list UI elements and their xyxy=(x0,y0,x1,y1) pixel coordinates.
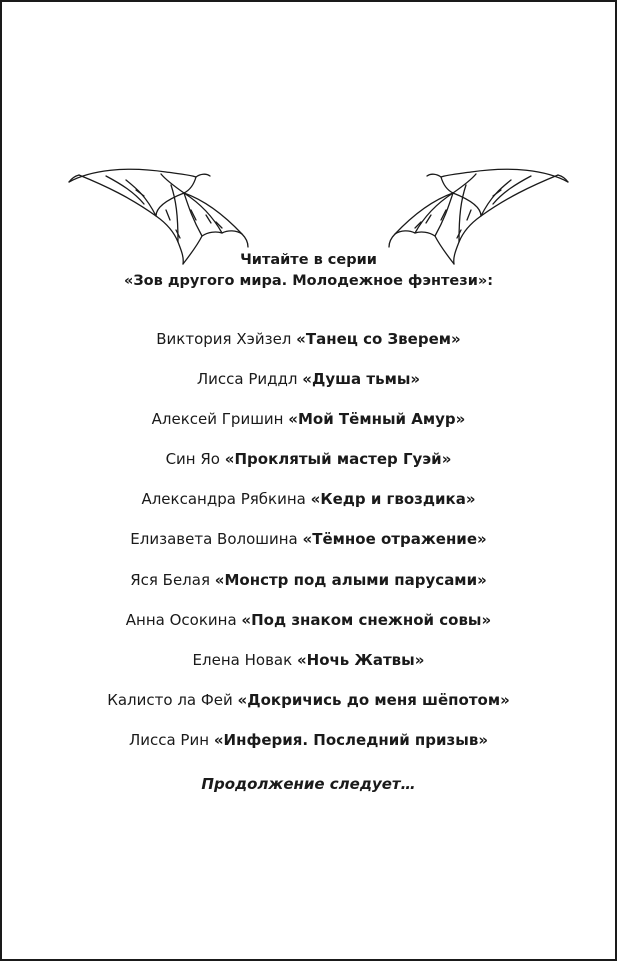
book-item xyxy=(0,327,617,367)
book-title xyxy=(215,571,487,589)
book-author: Елена Новак xyxy=(192,650,293,669)
quote-open: « xyxy=(237,690,248,709)
quote-open: « xyxy=(296,330,306,348)
book-author: Син Яо xyxy=(165,450,220,469)
book-author: Лисса Рин xyxy=(128,730,210,749)
quote-open: « xyxy=(224,450,235,469)
series-heading-line2: «Зов другого мира. Молодежное фэнтези»: xyxy=(123,273,494,289)
book-item xyxy=(0,487,617,527)
book-title xyxy=(303,530,487,548)
book-title xyxy=(297,651,425,669)
book-author: Виктория Хэйзел xyxy=(156,330,292,348)
book-title-text: Под знаком снежной совы xyxy=(251,610,482,629)
book-title-text: Инферия. Последний призыв xyxy=(223,730,479,749)
book-author: Лисса Риддл xyxy=(196,370,298,389)
book-title xyxy=(302,370,420,388)
book-author: Алексей Гришин xyxy=(151,410,284,429)
quote-close: » xyxy=(441,450,452,469)
quote-open: « xyxy=(310,490,321,509)
book-title-text: Ночь Жатвы xyxy=(306,650,415,669)
quote-open: « xyxy=(302,530,313,549)
book-title-text: Душа тьмы xyxy=(311,370,411,389)
quote-close: » xyxy=(500,690,510,709)
book-title xyxy=(241,611,491,629)
quote-close: » xyxy=(451,330,461,348)
book-item xyxy=(0,527,617,567)
quote-close: » xyxy=(477,570,487,589)
book-item xyxy=(0,407,617,447)
quote-open: « xyxy=(288,410,298,429)
book-title-text: Кедр и гвоздика xyxy=(320,490,466,509)
book-item xyxy=(0,728,617,768)
book-title xyxy=(214,731,488,749)
quote-open: « xyxy=(214,570,225,589)
book-item xyxy=(0,367,617,407)
book-title xyxy=(296,330,461,348)
book-item xyxy=(0,688,617,728)
book-title-text: Монстр под алыми парусами xyxy=(224,570,478,589)
quote-close: » xyxy=(481,610,492,629)
book-list xyxy=(0,327,617,768)
book-title xyxy=(238,691,510,709)
book-title-text: Докричись до меня шёпотом xyxy=(247,690,501,709)
book-item xyxy=(0,568,617,608)
quote-close: » xyxy=(410,370,421,389)
book-title xyxy=(288,410,465,428)
book-title xyxy=(311,490,476,508)
book-item xyxy=(0,608,617,648)
quote-open: « xyxy=(213,730,224,749)
quote-open: « xyxy=(296,650,307,669)
book-item xyxy=(0,648,617,688)
book-title-text: Мой Тёмный Амур xyxy=(297,410,456,429)
book-author: Анна Осокина xyxy=(125,610,237,629)
book-item xyxy=(0,447,617,487)
book-author: Елизавета Волошина xyxy=(130,530,298,549)
book-title-text: Тёмное отражение xyxy=(312,530,477,549)
quote-close: » xyxy=(465,490,476,509)
book-author: Калисто ла Фей xyxy=(107,690,233,709)
quote-close: » xyxy=(414,650,425,669)
quote-close: » xyxy=(455,410,466,429)
book-title-text: Проклятый мастер Гуэй xyxy=(234,450,442,469)
book-author: Александра Рябкина xyxy=(141,490,306,509)
book-title xyxy=(225,450,452,468)
quote-open: « xyxy=(302,370,312,389)
continuation-note: Продолжение следует… xyxy=(201,775,416,793)
quote-open: « xyxy=(241,610,252,629)
series-heading-line1: Читайте в серии xyxy=(240,252,377,268)
book-title-text: Танец со Зверем xyxy=(305,330,452,348)
quote-close: » xyxy=(478,730,489,749)
book-author: Яся Белая xyxy=(130,570,210,589)
quote-close: » xyxy=(477,530,487,549)
